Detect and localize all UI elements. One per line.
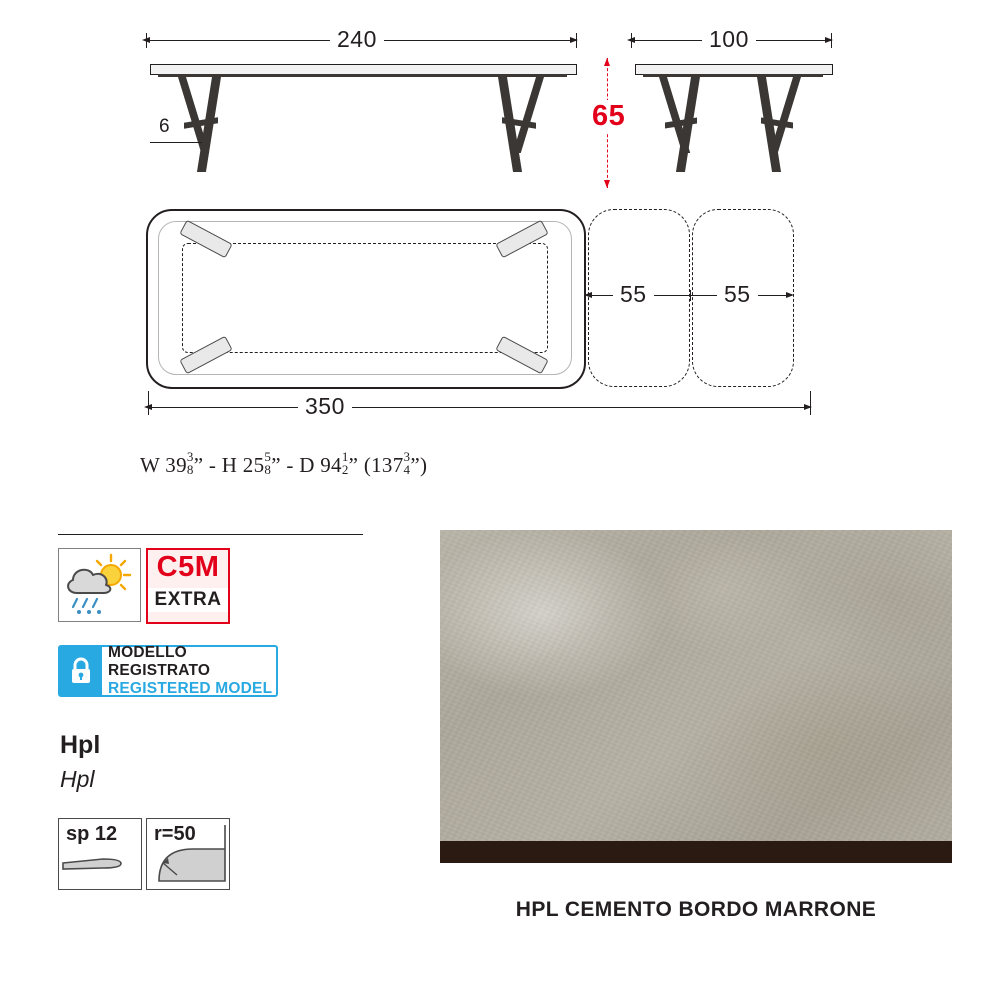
side-width-extension-right [831,33,832,48]
thickness-badge [58,818,142,890]
material-name-en: Hpl [60,731,101,759]
corner-radius-icon [147,819,227,887]
front-width-extension-left [146,33,147,48]
imperial-depth-fraction: 1 2 [341,449,349,478]
imperial-width-prefix: W 39 [140,453,187,478]
section-divider [58,534,363,535]
front-elevation-drawing [140,20,590,200]
imperial-width-fraction: 3 8 [186,449,194,478]
extension-mid-tick [690,290,691,301]
extension-arrow-right [786,292,794,298]
thickness-dimension-line [150,142,202,143]
lock-glyph-icon [69,657,93,685]
imperial-depth-extended-suffix: ) [419,453,428,478]
weather-resistance-badge [58,548,141,622]
c5m-label: C5M [156,551,220,583]
height-dimension [585,58,635,193]
height-label: 65 [585,100,632,133]
plan-view-drawing [140,205,840,435]
side-width-extension-left [631,33,632,48]
registered-model-line-it: MODELLO REGISTRATO [108,644,211,679]
side-elevation-drawing [625,20,840,200]
leg-right-outer [513,77,544,153]
registered-model-badge [58,645,278,697]
front-width-extension-right [576,33,577,48]
side-width-label: 100 [702,26,756,53]
material-swatch-block [440,530,952,921]
front-width-label: 240 [330,26,384,53]
radius-badge [146,818,230,890]
registered-model-line-en: REGISTERED MODEL [108,680,273,697]
material-name-it: Hpl [60,766,95,792]
plan-length-extension-right [810,391,811,415]
imperial-height-fraction: 5 8 [264,449,272,478]
imperial-depth-prefix: - D 94 [286,453,342,478]
imperial-depth-extended-prefix: (137 [363,453,404,478]
material-swatch-image [440,530,952,863]
height-arrow-down [604,180,610,188]
thickness-badge-label: sp 12 [66,823,118,845]
swatch-texture-overlay [440,530,952,863]
imperial-inch-mark-d2: ” [410,453,420,478]
extension-label-1: 55 [613,281,654,308]
c5m-extra-label: EXTRA [148,588,228,612]
registered-model-texts [102,644,276,697]
c5m-extra-badge [146,548,230,624]
swatch-brown-edge [440,841,952,863]
extension-arrow-left [584,292,592,298]
height-arrow-up [604,58,610,66]
side-leg-right-outer [770,77,801,153]
material-swatch-caption: HPL CEMENTO BORDO MARRONE [515,898,877,921]
imperial-depth-extended-fraction: 3 4 [403,449,411,478]
plan-length-dimension-line [148,407,810,408]
lock-icon [60,647,102,695]
imperial-height-prefix: - H 25 [208,453,265,478]
imperial-inch-mark-w: ” [193,453,204,478]
edge-profile-icon [59,819,139,887]
plan-length-label: 350 [298,393,352,420]
thickness-label: 6 [152,116,177,138]
cloud-sun-rain-icon [59,549,138,619]
plan-length-extension-left [148,391,149,415]
radius-badge-label: r=50 [154,823,196,845]
imperial-inch-mark-d: ” [348,453,359,478]
extension-label-2: 55 [717,281,758,308]
imperial-dimensions-caption [140,450,427,478]
imperial-inch-mark-h: ” [271,453,281,478]
